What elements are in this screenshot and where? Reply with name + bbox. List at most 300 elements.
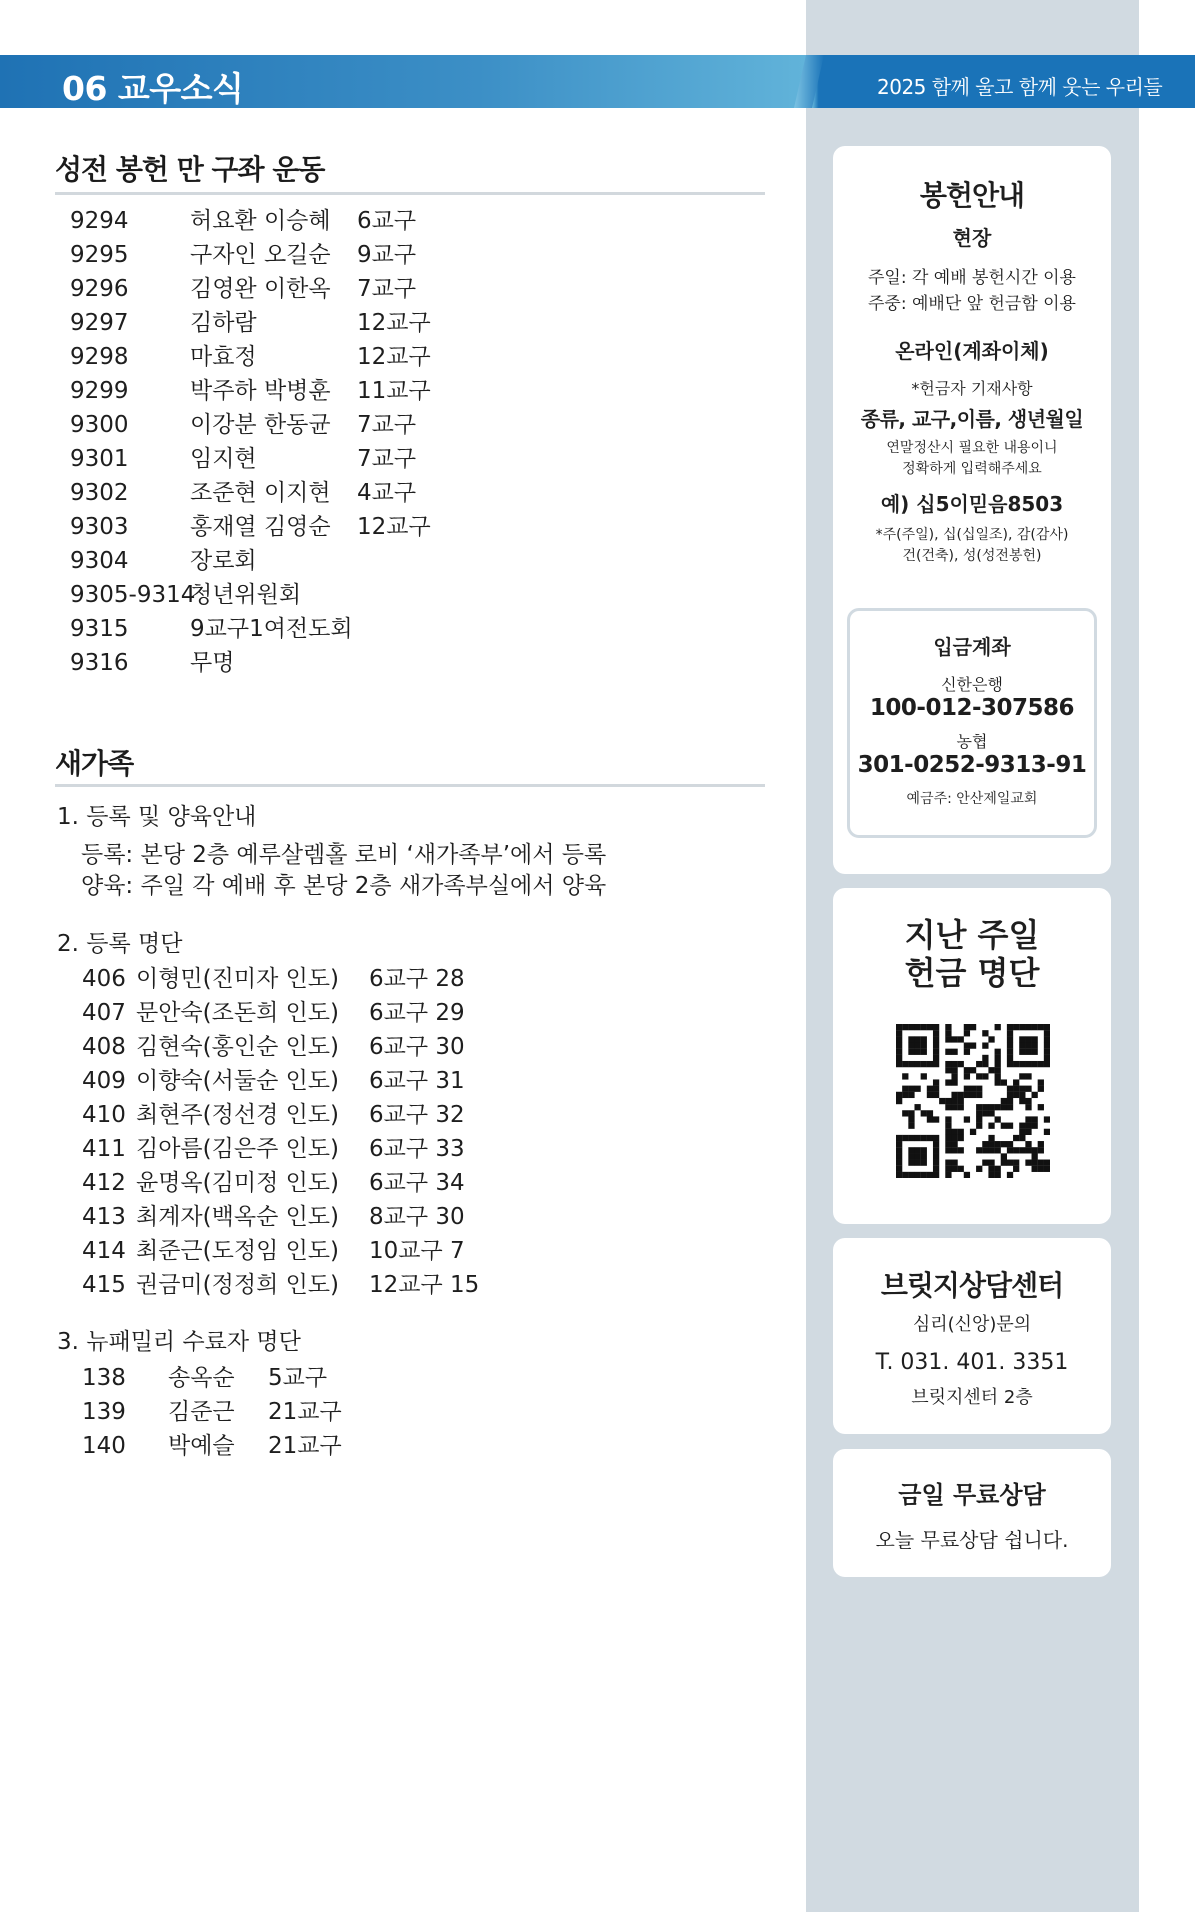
- qr-module: [1025, 1086, 1031, 1092]
- qr-module: [896, 1030, 902, 1036]
- offering-title: 봉헌안내: [919, 179, 1025, 212]
- qr-module: [933, 1135, 939, 1141]
- section-divider: [55, 784, 765, 787]
- list-row: [70, 238, 570, 272]
- qr-module: [927, 1116, 933, 1122]
- donor-fields: 종류, 교구,이름, 생년월일: [860, 407, 1084, 431]
- account-box: [847, 608, 1097, 838]
- qr-module: [945, 1030, 951, 1036]
- fields-note-line: 연말정산시 필요한 내용이니: [886, 440, 1058, 456]
- row-number: 407: [82, 1000, 126, 1026]
- qr-module: [995, 1061, 1001, 1067]
- last-week-title: 지난 주일: [904, 916, 1040, 954]
- qr-module: [1044, 1160, 1050, 1166]
- qr-module: [964, 1042, 970, 1048]
- register-heading: 2. 등록 명단: [57, 931, 183, 957]
- row-name: 문안숙(조돈희 인도): [136, 1000, 340, 1026]
- qr-module: [896, 1153, 902, 1159]
- qr-module: [964, 1116, 970, 1122]
- qr-module: [1019, 1123, 1025, 1129]
- list-row: [82, 1429, 482, 1463]
- qr-module: [927, 1135, 933, 1141]
- qr-module: [927, 1092, 933, 1098]
- qr-module: [970, 1024, 976, 1030]
- row-name: 이향숙(서둘순 인도): [136, 1068, 340, 1094]
- row-parish: 21교구: [268, 1433, 342, 1459]
- counseling-phone[interactable]: T. 031. 401. 3351: [875, 1350, 1069, 1375]
- qr-module: [908, 1153, 914, 1159]
- qr-module: [988, 1135, 994, 1141]
- qr-module: [958, 1147, 964, 1153]
- qr-module: [908, 1086, 914, 1092]
- qr-module: [1032, 1036, 1038, 1042]
- qr-module: [995, 1079, 1001, 1085]
- donor-note-label: *헌금자 기재사항: [911, 379, 1033, 398]
- row-parish: 12교구: [357, 344, 431, 370]
- qr-module: [1013, 1061, 1019, 1067]
- list-row: [70, 578, 570, 612]
- qr-module: [958, 1036, 964, 1042]
- qr-module: [921, 1110, 927, 1116]
- qr-module: [1038, 1104, 1044, 1110]
- qr-module: [1025, 1024, 1031, 1030]
- qr-module: [933, 1061, 939, 1067]
- qr-module: [921, 1042, 927, 1048]
- qr-module: [896, 1160, 902, 1166]
- qr-module: [951, 1160, 957, 1166]
- example-entry: 예) 십5이믿음8503: [880, 492, 1064, 516]
- qr-module: [958, 1166, 964, 1172]
- list-row: [70, 612, 570, 646]
- row-parish: 6교구 34: [369, 1170, 465, 1196]
- qr-module: [995, 1166, 1001, 1172]
- row-number: 410: [82, 1102, 126, 1128]
- qr-module: [1007, 1098, 1013, 1104]
- qr-module: [921, 1153, 927, 1159]
- qr-module: [945, 1141, 951, 1147]
- qr-module: [927, 1061, 933, 1067]
- qr-module: [1025, 1141, 1031, 1147]
- qr-module: [1032, 1160, 1038, 1166]
- qr-module: [945, 1116, 951, 1122]
- row-name: 송옥순: [168, 1365, 235, 1391]
- row-name: 무명: [190, 650, 235, 676]
- list-row: [70, 544, 570, 578]
- onsite-line-weekday: 주중: 예배단 앞 헌금함 이용: [868, 294, 1076, 314]
- qr-module: [945, 1135, 951, 1141]
- qr-module: [933, 1049, 939, 1055]
- qr-module: [896, 1172, 902, 1178]
- row-parish: 5교구: [268, 1365, 328, 1391]
- row-number: 9305-9314: [70, 582, 196, 608]
- qr-module: [1032, 1042, 1038, 1048]
- list-row: [70, 646, 570, 680]
- qr-module: [958, 1098, 964, 1104]
- qr-module: [1019, 1092, 1025, 1098]
- row-number: 9300: [70, 412, 129, 438]
- row-parish: 6교구 33: [369, 1136, 465, 1162]
- row-number: 9301: [70, 446, 129, 472]
- qr-module: [921, 1147, 927, 1153]
- row-number: 9297: [70, 310, 129, 336]
- row-number: 408: [82, 1034, 126, 1060]
- row-number: 406: [82, 966, 126, 992]
- qr-module: [908, 1110, 914, 1116]
- qr-module: [914, 1049, 920, 1055]
- qr-module: [1025, 1098, 1031, 1104]
- row-parish: 6교구 28: [369, 966, 465, 992]
- qr-module: [933, 1036, 939, 1042]
- row-name: 박주하 박병훈: [190, 378, 331, 404]
- qr-module: [933, 1024, 939, 1030]
- onsite-line-sunday: 주일: 각 예배 봉헌시간 이용: [868, 268, 1076, 288]
- list-row: [82, 1064, 582, 1098]
- qr-module: [902, 1135, 908, 1141]
- qr-module: [896, 1166, 902, 1172]
- qr-module: [1019, 1049, 1025, 1055]
- qr-module: [982, 1147, 988, 1153]
- account-title: 입금계좌: [933, 635, 1011, 659]
- qr-module: [1001, 1141, 1007, 1147]
- list-row: [70, 442, 570, 476]
- qr-module: [1025, 1123, 1031, 1129]
- qr-module: [1032, 1123, 1038, 1129]
- qr-module: [1019, 1147, 1025, 1153]
- qr-module: [1044, 1129, 1050, 1135]
- guide-heading: 1. 등록 및 양육안내: [57, 804, 257, 830]
- row-number: 9302: [70, 480, 129, 506]
- list-row: [82, 1030, 582, 1064]
- list-row: [82, 1098, 582, 1132]
- qr-module: [1025, 1160, 1031, 1166]
- qr-module: [988, 1123, 994, 1129]
- qr-module: [964, 1172, 970, 1178]
- qr-code-icon[interactable]: [896, 1024, 1050, 1178]
- row-number: 409: [82, 1068, 126, 1094]
- qr-module: [908, 1172, 914, 1178]
- qr-module: [995, 1049, 1001, 1055]
- qr-module: [1025, 1073, 1031, 1079]
- qr-module: [1044, 1042, 1050, 1048]
- qr-module: [976, 1166, 982, 1172]
- qr-module: [1007, 1042, 1013, 1048]
- list-row: [82, 1132, 582, 1166]
- row-number: 411: [82, 1136, 126, 1162]
- qr-module: [988, 1172, 994, 1178]
- qr-module: [1019, 1135, 1025, 1141]
- qr-module: [976, 1147, 982, 1153]
- account-holder: 예금주: 안산제일교회: [906, 791, 1038, 807]
- row-parish: 9교구: [357, 242, 417, 268]
- row-name: 조준현 이지현: [190, 480, 331, 506]
- row-parish: 6교구 29: [369, 1000, 465, 1026]
- counseling-location: 브릿지센터 2층: [911, 1387, 1033, 1408]
- qr-module: [927, 1086, 933, 1092]
- qr-module: [1032, 1116, 1038, 1122]
- row-name: 장로회: [190, 548, 257, 574]
- qr-module: [1007, 1086, 1013, 1092]
- qr-module: [921, 1036, 927, 1042]
- row-name: 권금미(정정희 인도): [136, 1272, 340, 1298]
- qr-module: [1007, 1036, 1013, 1042]
- row-number: 9303: [70, 514, 129, 540]
- qr-module: [1019, 1098, 1025, 1104]
- row-parish: 4교구: [357, 480, 417, 506]
- qr-module: [1044, 1036, 1050, 1042]
- qr-module: [945, 1024, 951, 1030]
- row-parish: 7교구: [357, 412, 417, 438]
- qr-module: [908, 1024, 914, 1030]
- qr-module: [896, 1147, 902, 1153]
- qr-module: [964, 1086, 970, 1092]
- qr-module: [982, 1110, 988, 1116]
- qr-module: [896, 1042, 902, 1048]
- qr-module: [988, 1110, 994, 1116]
- qr-module: [896, 1049, 902, 1055]
- qr-module: [921, 1049, 927, 1055]
- row-number: 139: [82, 1399, 126, 1425]
- fields-note-line: 정확하게 입력해주세요: [902, 461, 1042, 477]
- qr-module: [945, 1036, 951, 1042]
- free-counsel-message: 오늘 무료상담 쉽니다.: [875, 1528, 1069, 1552]
- qr-module: [908, 1049, 914, 1055]
- qr-module: [945, 1067, 951, 1073]
- guide-line-register: 등록: 본당 2층 예루살렘홀 로비 ‘새가족부’에서 등록: [81, 842, 607, 868]
- qr-module: [1032, 1147, 1038, 1153]
- qr-module: [908, 1116, 914, 1122]
- list-row: [82, 1200, 582, 1234]
- qr-module: [914, 1147, 920, 1153]
- row-name: 김영완 이한옥: [190, 276, 331, 302]
- row-name: 김준근: [168, 1399, 235, 1425]
- qr-module: [1032, 1061, 1038, 1067]
- qr-module: [1019, 1129, 1025, 1135]
- qr-module: [1019, 1036, 1025, 1042]
- qr-module: [951, 1135, 957, 1141]
- list-row: [70, 476, 570, 510]
- qr-module: [995, 1073, 1001, 1079]
- qr-module: [945, 1166, 951, 1172]
- qr-module: [982, 1055, 988, 1061]
- qr-module: [995, 1104, 1001, 1110]
- qr-module: [927, 1024, 933, 1030]
- qr-module: [1013, 1024, 1019, 1030]
- bank-name-shinhan: 신한은행: [941, 675, 1003, 694]
- qr-module: [1032, 1166, 1038, 1172]
- qr-module: [1013, 1166, 1019, 1172]
- qr-module: [1038, 1160, 1044, 1166]
- qr-module: [951, 1147, 957, 1153]
- qr-module: [902, 1172, 908, 1178]
- list-row: [82, 1234, 582, 1268]
- qr-module: [970, 1092, 976, 1098]
- row-name: 김현숙(홍인순 인도): [136, 1034, 340, 1060]
- qr-module: [902, 1092, 908, 1098]
- qr-module: [964, 1030, 970, 1036]
- qr-module: [1025, 1061, 1031, 1067]
- qr-module: [1025, 1116, 1031, 1122]
- qr-module: [1007, 1061, 1013, 1067]
- qr-module: [1044, 1030, 1050, 1036]
- qr-module: [976, 1110, 982, 1116]
- qr-module: [982, 1073, 988, 1079]
- qr-module: [945, 1123, 951, 1129]
- qr-module: [1007, 1123, 1013, 1129]
- qr-module: [951, 1079, 957, 1085]
- qr-module: [1013, 1135, 1019, 1141]
- qr-module: [902, 1073, 908, 1079]
- list-row: [82, 1361, 482, 1395]
- qr-module: [939, 1098, 945, 1104]
- qr-module: [945, 1104, 951, 1110]
- guide-line-nurture: 양육: 주일 각 예배 후 본당 2층 새가족부실에서 양육: [81, 873, 607, 899]
- qr-module: [995, 1141, 1001, 1147]
- row-name: 마효정: [190, 344, 257, 370]
- qr-module: [951, 1073, 957, 1079]
- qr-module: [951, 1049, 957, 1055]
- header-motto: 2025 함께 울고 함께 웃는 우리들: [877, 75, 1163, 99]
- counseling-card: [833, 1238, 1111, 1434]
- list-row: [70, 340, 570, 374]
- free-counsel-title: 금일 무료상담: [898, 1481, 1046, 1509]
- row-name: 임지현: [190, 446, 257, 472]
- qr-module: [933, 1086, 939, 1092]
- qr-module: [976, 1104, 982, 1110]
- row-name: 허요환 이승혜: [190, 208, 331, 234]
- qr-module: [914, 1104, 920, 1110]
- row-parish: 6교구 30: [369, 1034, 465, 1060]
- section-divider: [55, 192, 765, 195]
- row-number: 9315: [70, 616, 129, 642]
- qr-module: [933, 1153, 939, 1159]
- list-row: [82, 962, 582, 996]
- qr-module: [964, 1073, 970, 1079]
- qr-module: [951, 1098, 957, 1104]
- qr-module: [958, 1092, 964, 1098]
- qr-module: [964, 1049, 970, 1055]
- qr-module: [982, 1141, 988, 1147]
- graduate-heading: 3. 뉴패밀리 수료자 명단: [57, 1329, 301, 1355]
- qr-module: [1038, 1141, 1044, 1147]
- qr-module: [982, 1160, 988, 1166]
- qr-module: [951, 1129, 957, 1135]
- qr-module: [945, 1098, 951, 1104]
- qr-module: [921, 1160, 927, 1166]
- qr-module: [896, 1055, 902, 1061]
- qr-module: [951, 1092, 957, 1098]
- qr-module: [1007, 1030, 1013, 1036]
- qr-module: [1038, 1061, 1044, 1067]
- qr-module: [933, 1172, 939, 1178]
- qr-module: [964, 1092, 970, 1098]
- qr-module: [958, 1104, 964, 1110]
- row-number: 9294: [70, 208, 129, 234]
- row-parish: 6교구: [357, 208, 417, 234]
- row-name: 청년위원회: [190, 582, 302, 608]
- qr-module: [933, 1116, 939, 1122]
- row-number: 9295: [70, 242, 129, 268]
- row-parish: 12교구 15: [369, 1272, 480, 1298]
- qr-module: [995, 1172, 1001, 1178]
- sanctuary-list: [70, 204, 570, 680]
- qr-module: [951, 1141, 957, 1147]
- row-parish: 7교구: [357, 446, 417, 472]
- qr-module: [982, 1061, 988, 1067]
- row-parish: 8교구 30: [369, 1204, 465, 1230]
- qr-module: [1038, 1086, 1044, 1092]
- qr-module: [964, 1067, 970, 1073]
- qr-module: [1025, 1147, 1031, 1153]
- qr-module: [914, 1042, 920, 1048]
- qr-module: [945, 1172, 951, 1178]
- qr-module: [908, 1160, 914, 1166]
- qr-module: [921, 1172, 927, 1178]
- qr-module: [964, 1024, 970, 1030]
- row-number: 9304: [70, 548, 129, 574]
- qr-module: [958, 1129, 964, 1135]
- list-row: [82, 1166, 582, 1200]
- qr-module: [976, 1092, 982, 1098]
- qr-module: [914, 1172, 920, 1178]
- qr-module: [988, 1147, 994, 1153]
- qr-module: [958, 1135, 964, 1141]
- row-parish: 11교구: [357, 378, 431, 404]
- qr-module: [921, 1061, 927, 1067]
- newfamily-section-title: 새가족: [55, 747, 134, 780]
- qr-module: [1007, 1172, 1013, 1178]
- sanctuary-section-title: 성전 봉헌 만 구좌 운동: [55, 153, 325, 186]
- qr-module: [1007, 1024, 1013, 1030]
- row-parish: 12교구: [357, 310, 431, 336]
- qr-module: [951, 1067, 957, 1073]
- qr-module: [988, 1036, 994, 1042]
- list-row: [70, 510, 570, 544]
- qr-module: [933, 1055, 939, 1061]
- row-parish: 10교구 7: [369, 1238, 465, 1264]
- qr-module: [1038, 1024, 1044, 1030]
- qr-module: [933, 1166, 939, 1172]
- qr-module: [1025, 1049, 1031, 1055]
- list-row: [70, 408, 570, 442]
- qr-module: [896, 1092, 902, 1098]
- register-list: [82, 962, 582, 1302]
- graduate-list: [82, 1361, 482, 1463]
- qr-module: [976, 1116, 982, 1122]
- qr-module: [970, 1067, 976, 1073]
- row-number: 9316: [70, 650, 129, 676]
- row-name: 최계자(백옥순 인도): [136, 1204, 340, 1230]
- onsite-label: 현장: [952, 226, 992, 250]
- qr-module: [995, 1116, 1001, 1122]
- qr-module: [951, 1166, 957, 1172]
- qr-module: [927, 1110, 933, 1116]
- qr-module: [1032, 1153, 1038, 1159]
- qr-module: [1044, 1061, 1050, 1067]
- row-name: 홍재열 김영순: [190, 514, 331, 540]
- qr-module: [914, 1024, 920, 1030]
- row-name: 김아름(김은주 인도): [136, 1136, 340, 1162]
- list-row: [82, 996, 582, 1030]
- qr-module: [914, 1036, 920, 1042]
- qr-module: [995, 1055, 1001, 1061]
- qr-module: [970, 1086, 976, 1092]
- qr-module: [945, 1079, 951, 1085]
- qr-module: [976, 1061, 982, 1067]
- list-row: [82, 1268, 582, 1302]
- row-parish: 12교구: [357, 514, 431, 540]
- qr-module: [1032, 1024, 1038, 1030]
- qr-module: [908, 1123, 914, 1129]
